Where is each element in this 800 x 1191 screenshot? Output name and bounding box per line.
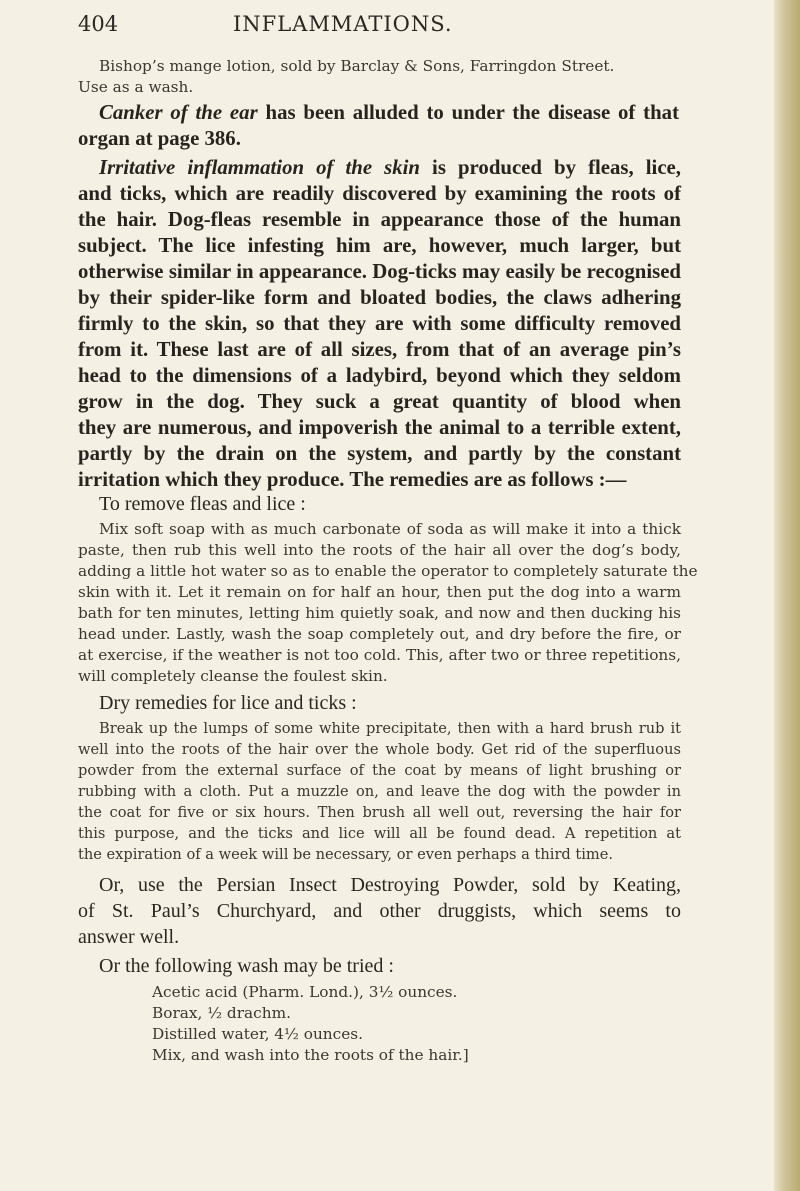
text-line: Mix soft soap with as much carbonate of soda as will make it into a thick <box>99 520 681 538</box>
page-edge-shadow <box>774 0 800 1191</box>
recipe-line: Borax, ½ drachm. <box>152 1004 291 1022</box>
text-line: will completely cleanse the foulest skin. <box>78 667 388 685</box>
persian-body <box>78 898 681 950</box>
text-line: powder from the external surface of the coat by means of light brushing or <box>78 762 681 779</box>
irritative-paragraph <box>78 155 681 493</box>
text-line: skin with it. Let it remain on for half an hour, then put the dog into a warm <box>78 583 681 601</box>
dry-body <box>78 739 681 865</box>
recipe-line: Distilled water, 4½ ounces. <box>152 1025 363 1043</box>
page-number: 404 <box>78 12 119 36</box>
wash-heading: Or the following wash may be tried : <box>99 955 394 977</box>
text-line: partly by the drain on the system, and partly by the constant <box>78 442 681 465</box>
text-line: of St. Paul’s Churchyard, and other druggists, which seems to <box>78 900 681 922</box>
text-line: at exercise, if the weather is not too cold. This, after two or three repetitions, <box>78 646 681 664</box>
text-line: the expiration of a week will be necessary, or even perhaps a third time. <box>78 846 614 863</box>
irritative-body <box>78 181 681 493</box>
text-run: is produced by fleas, lice, <box>419 156 681 179</box>
text-line: adding a little hot water so as to enable the operator to completely saturate the <box>78 562 698 580</box>
recipe-line: Acetic acid (Pharm. Lond.), 3½ ounces. <box>152 983 458 1001</box>
text-line: subject. The lice infesting him are, however, much larger, but <box>78 234 681 257</box>
text-line: head to the dimensions of a ladybird, beyond which they seldom <box>78 364 681 387</box>
wash-recipe <box>152 982 469 1066</box>
fleas-heading: To remove fleas and lice : <box>99 493 306 515</box>
text-line: head under. Lastly, wash the soap completely out, and dry before the fire, or <box>78 625 681 643</box>
text-line: and ticks, which are readily discovered by examining the roots of <box>78 182 681 205</box>
page-header <box>78 12 718 42</box>
text-line: Use as a wash. <box>78 78 194 96</box>
persian-paragraph <box>78 872 681 950</box>
dry-heading: Dry remedies for lice and ticks : <box>99 692 357 714</box>
text-line: Bishop’s mange lotion, sold by Barclay & Sons, Farringdon Street. <box>99 57 615 75</box>
text-line <box>99 155 681 181</box>
text-line: Or, use the Persian Insect Destroying Powder, sold by Keating, <box>99 874 681 896</box>
text-line: the hair. Dog-fleas resemble in appearance those of the human <box>78 208 681 231</box>
text-line: this purpose, and the ticks and lice will all be found dead. A repetition at <box>78 825 681 842</box>
text-line: irritation which they produce. The remedies are as follows :— <box>78 468 627 491</box>
bishop-paragraph <box>78 56 615 98</box>
text-line: organ at page 386. <box>78 127 241 150</box>
text-line: by their spider-like form and bloated bodies, the claws adhering <box>78 286 681 309</box>
italic-term: Canker of the ear <box>99 101 258 124</box>
text-line: the coat for five or six hours. Then brush all well out, reversing the hair for <box>78 804 681 821</box>
text-line: rubbing with a cloth. Put a muzzle on, and leave the dog with the powder in <box>78 783 681 800</box>
text-line: bath for ten minutes, letting him quietly soak, and now and then ducking his <box>78 604 681 622</box>
dry-paragraph <box>78 718 681 865</box>
italic-term: Irritative inflammation of the skin <box>99 156 420 179</box>
fleas-paragraph <box>78 519 698 687</box>
running-head: INFLAMMATIONS. <box>233 12 453 36</box>
text-line: answer well. <box>78 926 180 948</box>
text-line: well into the roots of the hair over the whole body. Get rid of the superfluous <box>78 741 681 758</box>
text-line: from it. These last are of all sizes, from that of an average pin’s <box>78 338 681 361</box>
recipe-line: Mix, and wash into the roots of the hair.] <box>152 1046 469 1064</box>
text-line: otherwise similar in appearance. Dog-ticks may easily be recognised <box>78 260 681 283</box>
text-line: firmly to the skin, so that they are with some difficulty removed <box>78 312 681 335</box>
text-line: grow in the dog. They suck a great quantity of blood when <box>78 390 681 413</box>
canker-paragraph <box>78 100 679 152</box>
text-line: paste, then rub this well into the roots of the hair all over the dog’s body, <box>78 541 681 559</box>
text-line <box>99 100 679 126</box>
text-line: they are numerous, and impoverish the animal to a terrible extent, <box>78 416 681 439</box>
text-line: Break up the lumps of some white precipitate, then with a hard brush rub it <box>99 720 681 737</box>
fleas-body <box>78 540 698 687</box>
text-run: has been alluded to under the disease of that <box>257 101 679 124</box>
